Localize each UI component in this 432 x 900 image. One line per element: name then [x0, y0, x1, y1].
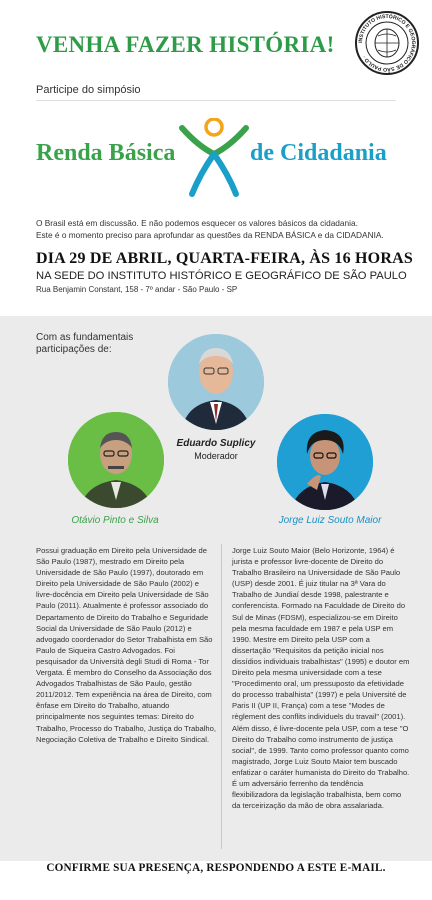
renda-basica-logo	[36, 118, 406, 198]
logo-text-de-cidadania: de Cidadania	[250, 140, 387, 166]
speaker-maior-photo	[277, 414, 373, 510]
event-date: DIA 29 DE ABRIL, QUARTA-FEIRA, ÀS 16 HORAS	[36, 250, 413, 267]
logo-text-renda-basica: Renda Básica	[36, 140, 176, 166]
moderator-role: Moderador	[194, 451, 238, 461]
event-address: Rua Benjamin Constant, 158 - 7º andar - São Paulo - SP	[36, 285, 238, 294]
rsvp-footer: CONFIRME SUA PRESENÇA, RESPONDENDO A ESTE E-MAIL.	[46, 862, 386, 874]
institute-seal-logo	[354, 10, 420, 76]
symposium-subhead: Participe do simpósio	[36, 84, 141, 96]
column-divider	[221, 544, 222, 849]
headline: VENHA FAZER HISTÓRIA!	[36, 32, 335, 57]
event-venue: NA SEDE DO INSTITUTO HISTÓRICO E GEOGRÁFICO DE SÃO PAULO	[36, 270, 407, 282]
person-figure-icon	[178, 118, 250, 198]
speaker-otavio-name: Otávio Pinto e Silva	[71, 515, 159, 526]
moderator-photo	[168, 334, 264, 430]
moderator-name: Eduardo Suplicy	[176, 438, 256, 449]
participations-intro: Com as fundamentais participações de:	[36, 332, 134, 355]
speaker-otavio-photo	[68, 412, 164, 508]
intro-text	[36, 217, 406, 241]
header	[0, 0, 432, 100]
speaker-maior-bio: Jorge Luiz Souto Maior (Belo Horizonte, 1964) é jurista e professor livre-docente de Direito do Trabalho Brasileiro na Universidade de São Paulo (USP) desde 2001. É juiz titular na 3ª Vara do Trabalho de Jundiaí desde 1998, palestrante e conferencista. Formado na Faculdade de Direito do Sul de Minas (FDSM), especializou-se em Direito pela mesma faculdade em 1987 e pela USP em 1990. Mestre em Direito pela USP com a dissertação "Requisitos da petição inicial nos dissídios individuais trabalhistas" (1995) e doutor em Direito pela mesma universidade com a tese "Procedimento oral, um pressuposto da efetividade do processo trabalhista" (1997) e pela Université de Paris II (UP II, França) com a tese "Modes de règlement des conflits individuels du travail" (2001). Além disso, é livre-docente pela USP, com a tese "O Direito do Trabalho como instrumento de justiça social", de 1999. Tanto como professor quanto como magistrado, Jorge Luiz Souto Maior tem buscado enfatizar o caráter humanista do Direito do Trabalho. É um adversário ferrenho da tendência flexibilizadora da legislação trabalhista, bem como da terceirização da mão de obra assalariada.	[232, 546, 410, 811]
speaker-otavio-bio: Possui graduação em Direito pela Universidade de São Paulo (1987), mestrado em Direito pela Universidade de São Paulo (1997), doutorado em Direito pela Universidade de São Paulo (2002) e livre-docência em Direito pela Universidade de São Paulo (2011). Atualmente é professor associado do Departamento de Direito do Trabalho e Seguridade Social da Universidade de São Paulo (2012) e advogado coordenador do Setor Trabalhista em São Paulo de Siqueira Castro Advogados. Foi pesquisador da Università degli Studi di Roma - Tor Vergata. É membro do Conselho da Associação dos Advogados Trabalhistas de São Paulo, gestão 2011/2012. Tem experiência na área de Direito, com ênfase em Direito do Trabalho, atuando principalmente nos seguintes temas: Direito do Trabalho, Processo do Trabalho, Justiça do Trabalho, Negociação Coletiva de Trabalho e Direito Sindical.	[36, 546, 216, 744]
speaker-maior-name: Jorge Luiz Souto Maior	[278, 515, 382, 526]
svg-text:INSTITUTO HISTÓRICO E GEOGRÁFI: INSTITUTO HISTÓRICO E GEOGRÁFICO DE SÃO PAULO ·	[357, 13, 417, 73]
intro-line-1: O Brasil está em discussão. E não podemos esquecer os valores básicos da cidadania.	[36, 218, 358, 228]
intro-line-2: Este é o momento preciso para aprofundar as questões da RENDA BÁSICA e da CIDADANIA.	[36, 230, 384, 240]
header-divider	[36, 100, 396, 101]
